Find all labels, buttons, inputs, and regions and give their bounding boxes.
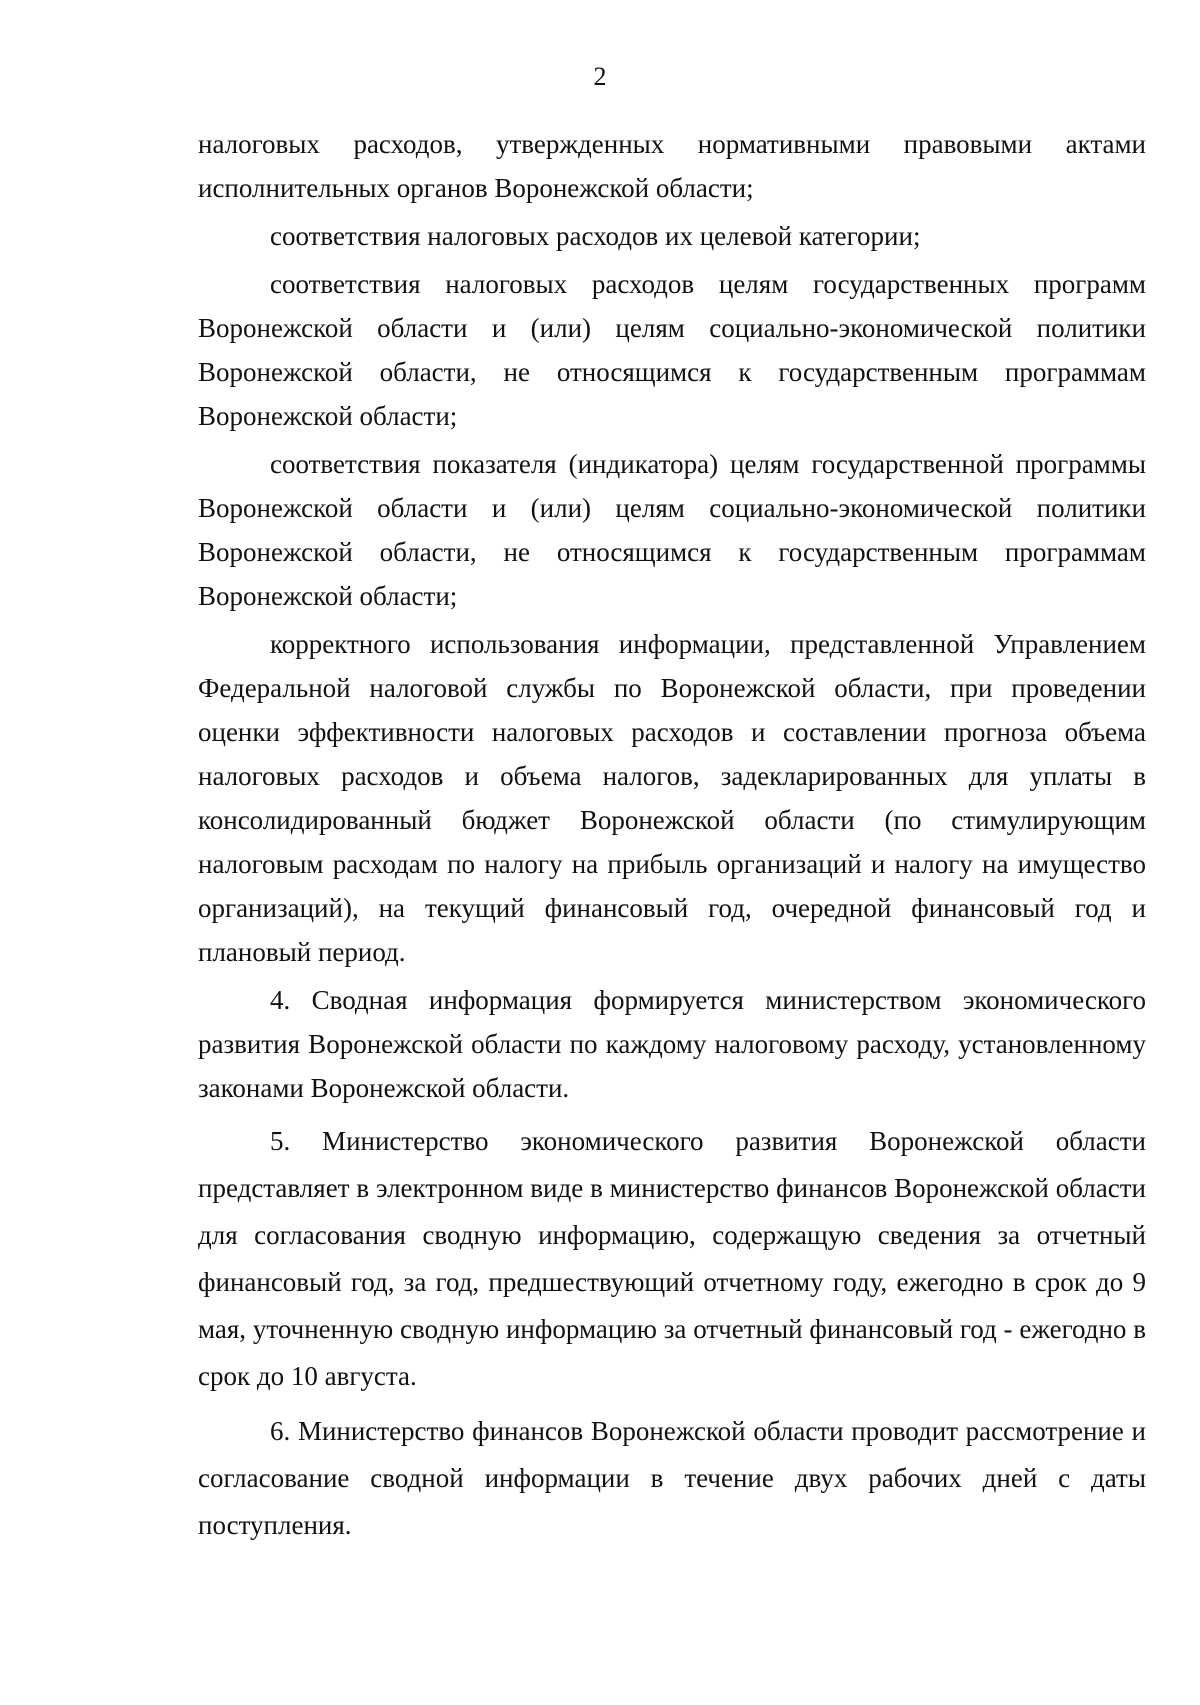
paragraph-item-6: 6. Министерство финансов Воронежской области проводит рассмотрение и согласование сводной информации в течение двух рабочих дней с даты поступления. — [198, 1416, 1146, 1540]
paragraph-program-goals: соответствия налоговых расходов целям государственных программ Воронежской области и (или) целям социально-экономической политики Воронежской области, не относящимся к государственным программам Воронежской области; — [198, 269, 1146, 431]
paragraph-item-5: 5. Министерство экономического развития Воронежской области представляет в электронном виде в министерство финансов Воронежской области для согласования сводную информацию, содержащую сведения за отчетный финансовый год, за год, предшествующий отчетному году, ежегодно в срок до 9 мая, уточненную сводную информацию за отчетный финансовый год - ежегодно в срок до 10 августа. — [198, 1126, 1146, 1391]
page-number: 2 — [593, 62, 607, 91]
paragraph-tax-expenses-acts: налоговых расходов, утвержденных нормативными правовыми актами исполнительных органов Воронежской области; — [198, 129, 1146, 203]
paragraph-indicator-goals: соответствия показателя (индикатора) целям государственной программы Воронежской области и (или) целям социально-экономической политики Воронежской области, не относящимся к государственным программам Воронежской области; — [198, 449, 1146, 611]
document-body — [198, 122, 1146, 1549]
paragraph-item-4: 4. Сводная информация формируется министерством экономического развития Воронежской области по каждому налоговому расходу, установленному законами Воронежской области. — [198, 985, 1146, 1103]
paragraph-target-category: соответствия налоговых расходов их целевой категории; — [270, 221, 921, 251]
paragraph-fns-information: корректного использования информации, представленной Управлением Федеральной налоговой службы по Воронежской области, при проведении оценки эффективности налоговых расходов и составлении прогноза объема налоговых расходов и объема налогов, задекларированных для уплаты в консолидированный бюджет Воронежской области (по стимулирующим налоговым расходам по налогу на прибыль организаций и налогу на имущество организаций), на текущий финансовый год, очередной финансовый год и плановый период. — [198, 629, 1146, 967]
